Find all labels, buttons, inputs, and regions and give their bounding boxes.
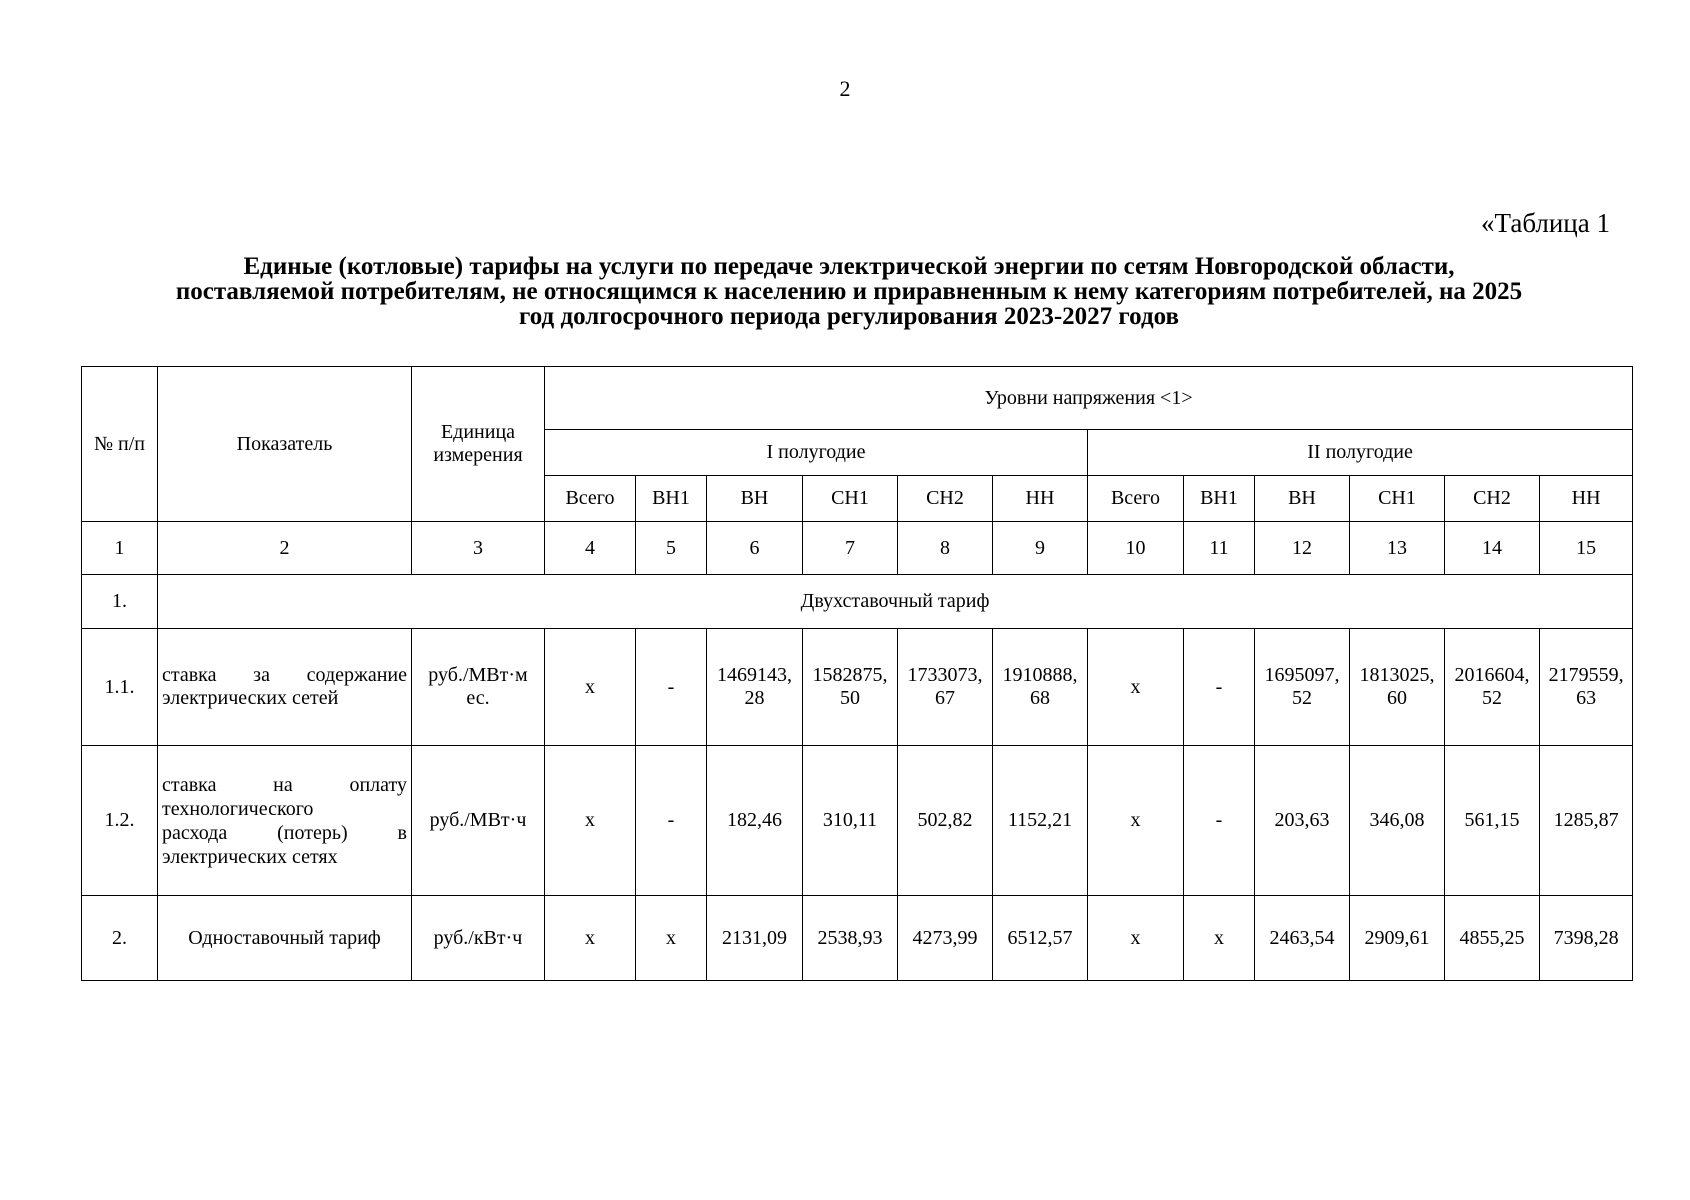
row-label <box>158 629 412 746</box>
row-label-line: ставка за содержание <box>162 664 407 686</box>
header-voltage-levels: Уровни напряжения <1> <box>545 367 1633 430</box>
cell-value-line: 1910888, <box>1002 664 1078 686</box>
column-number: 7 <box>803 522 898 575</box>
column-number: 14 <box>1445 522 1540 575</box>
column-number-row <box>82 522 1633 575</box>
row-label-line: технологического <box>162 797 314 820</box>
cell-value <box>1350 629 1445 746</box>
tariff-table <box>81 366 1633 981</box>
row-unit: руб./МВт·ч <box>412 746 545 896</box>
column-number: 12 <box>1255 522 1350 575</box>
document-title <box>80 254 1618 329</box>
column-number: 3 <box>412 522 545 575</box>
row-label <box>158 746 412 896</box>
cell-value-line: 28 <box>744 687 765 709</box>
cell-value: х <box>1184 896 1255 981</box>
cell-value-line: 67 <box>935 687 955 709</box>
column-number: 1 <box>82 522 158 575</box>
cell-value: 310,11 <box>803 746 898 896</box>
row-unit-line: руб./МВт·м <box>428 664 528 686</box>
cell-value: - <box>636 746 707 896</box>
cell-value: х <box>545 896 636 981</box>
cell-value <box>1540 629 1633 746</box>
row-number: 2. <box>82 896 158 981</box>
row-number: 1.2. <box>82 746 158 896</box>
row-unit: руб./кВт·ч <box>412 896 545 981</box>
cell-value: 6512,57 <box>993 896 1088 981</box>
column-number: 13 <box>1350 522 1445 575</box>
table-label: «Таблица 1 <box>1481 208 1610 238</box>
column-number: 11 <box>1184 522 1255 575</box>
cell-value-line: 2179559, <box>1548 664 1624 686</box>
cell-value: 4855,25 <box>1445 896 1540 981</box>
row-number: 1.1. <box>82 629 158 746</box>
table-row <box>82 746 1633 896</box>
header-unit: Единица измерения <box>412 367 545 522</box>
header-no: № п/п <box>82 367 158 522</box>
cell-value-line: 52 <box>1292 687 1312 709</box>
header-subcol: НН <box>993 476 1088 522</box>
header-subcol: СН1 <box>803 476 898 522</box>
row-label-line: ставка на оплату <box>162 773 407 796</box>
cell-value-line: 2016604, <box>1454 664 1530 686</box>
title-line: поставляемой потребителям, не относящимся к населению и приравненным к нему категориям потребителей, на 2025 <box>175 278 1523 305</box>
cell-value-line: 60 <box>1387 687 1407 709</box>
cell-value: 2909,61 <box>1350 896 1445 981</box>
cell-value: 2538,93 <box>803 896 898 981</box>
table-row <box>82 575 1633 629</box>
cell-value <box>803 629 898 746</box>
cell-value: 346,08 <box>1350 746 1445 896</box>
cell-value-line: 52 <box>1482 687 1502 709</box>
column-number: 9 <box>993 522 1088 575</box>
header-subcol: ВН1 <box>636 476 707 522</box>
cell-value: 1285,87 <box>1540 746 1633 896</box>
column-number: 10 <box>1088 522 1184 575</box>
page-number: 2 <box>839 76 851 101</box>
cell-value <box>993 629 1088 746</box>
row-section-label: Двухставочный тариф <box>158 575 1633 629</box>
cell-value: 561,15 <box>1445 746 1540 896</box>
cell-value: 2131,09 <box>707 896 803 981</box>
cell-value-line: 1582875, <box>812 664 888 686</box>
header-subcol: Всего <box>545 476 636 522</box>
title-line: Единые (котловые) тарифы на услуги по передаче электрической энергии по сетям Новгородской области, <box>243 253 1455 280</box>
row-unit-line: ес. <box>466 687 490 709</box>
cell-value-line: 50 <box>840 687 860 709</box>
cell-value: 502,82 <box>898 746 993 896</box>
cell-value-line: 1469143, <box>717 664 792 686</box>
cell-value: - <box>636 629 707 746</box>
table-row <box>82 896 1633 981</box>
header-subcol: СН1 <box>1350 476 1445 522</box>
row-label-line: электрических сетей <box>162 687 339 709</box>
cell-value: х <box>636 896 707 981</box>
cell-value: х <box>1088 629 1184 746</box>
cell-value-line: 63 <box>1576 687 1597 709</box>
cell-value: х <box>1088 896 1184 981</box>
header-subcol: ВН <box>1255 476 1350 522</box>
cell-value-line: 1733073, <box>907 664 983 686</box>
title-line: год долгосрочного периода регулирования 2023-2027 годов <box>519 303 1179 330</box>
cell-value: х <box>545 746 636 896</box>
cell-value: - <box>1184 629 1255 746</box>
row-unit <box>412 629 545 746</box>
cell-value: 203,63 <box>1255 746 1350 896</box>
cell-value: - <box>1184 746 1255 896</box>
cell-value: 7398,28 <box>1540 896 1633 981</box>
column-number: 4 <box>545 522 636 575</box>
column-number: 15 <box>1540 522 1633 575</box>
header-subcol: ВН <box>707 476 803 522</box>
header-subcol: СН2 <box>898 476 993 522</box>
header-half-2: II полугодие <box>1088 430 1633 476</box>
column-number: 5 <box>636 522 707 575</box>
cell-value: х <box>545 629 636 746</box>
cell-value: 1152,21 <box>993 746 1088 896</box>
row-label-line: расхода (потерь) в <box>162 821 407 844</box>
header-subcol: СН2 <box>1445 476 1540 522</box>
header-subcol: ВН1 <box>1184 476 1255 522</box>
cell-value-line: 1813025, <box>1359 664 1435 686</box>
cell-value: 2463,54 <box>1255 896 1350 981</box>
row-label: Одноставочный тариф <box>158 896 412 981</box>
column-number: 8 <box>898 522 993 575</box>
cell-value <box>898 629 993 746</box>
cell-value-line: 68 <box>1030 687 1050 709</box>
header-row <box>82 367 1633 430</box>
header-subcol: Всего <box>1088 476 1184 522</box>
row-number: 1. <box>82 575 158 629</box>
column-number: 6 <box>707 522 803 575</box>
cell-value <box>1255 629 1350 746</box>
header-subcol: НН <box>1540 476 1633 522</box>
cell-value: 182,46 <box>707 746 803 896</box>
column-number: 2 <box>158 522 412 575</box>
row-label-line: электрических сетях <box>162 845 338 868</box>
cell-value: 4273,99 <box>898 896 993 981</box>
header-indicator: Показатель <box>158 367 412 522</box>
table-row <box>82 629 1633 746</box>
header-half-1: I полугодие <box>545 430 1088 476</box>
cell-value: х <box>1088 746 1184 896</box>
cell-value <box>1445 629 1540 746</box>
cell-value-line: 1695097, <box>1264 664 1340 686</box>
cell-value <box>707 629 803 746</box>
